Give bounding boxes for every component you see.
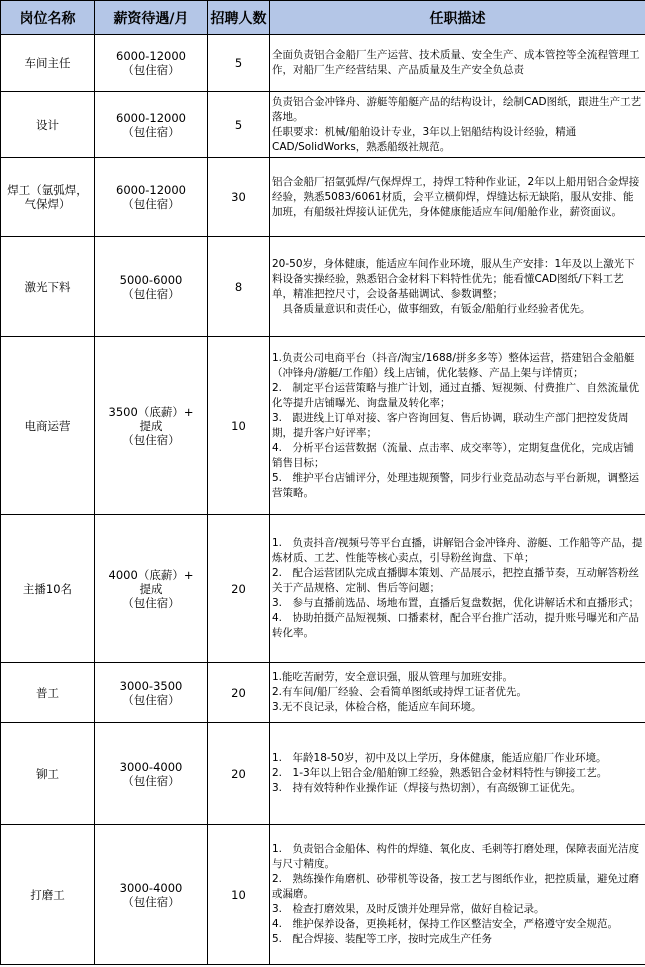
description-line: 1. 年龄18-50岁，初中及以上学历，身体健康，能适应船厂作业环境。	[272, 752, 607, 764]
salary-cell	[95, 825, 208, 965]
description-cell	[270, 35, 645, 92]
position-cell: 设计	[1, 92, 95, 158]
salary-cell	[95, 515, 208, 663]
description-line: 全面负责铝合金船厂生产运营、技术质量、安全生产、成本管控等全流程管理工作，对船厂生产经营结果、产品质量及生产安全负总责	[272, 49, 640, 76]
description-line: 3. 跟进线上订单对接、客户咨询回复、售后协调，联动生产部门把控发货周期，提升客户好评率；	[272, 411, 629, 439]
description-line: 3. 检查打磨效果，及时反馈并处理异常，做好自检记录。	[272, 903, 545, 915]
header-salary: 薪资待遇/月	[95, 1, 208, 35]
description-line: 1. 负责抖音/视频号等平台直播，讲解铝合金冲锋舟、游艇、工作船等产品，提炼材质、工艺、性能等核心卖点，引导粉丝询盘、下单；	[272, 537, 643, 564]
header-description: 任职描述	[270, 1, 645, 35]
position-cell: 普工	[1, 663, 95, 723]
description-cell	[270, 723, 645, 825]
salary-line: （包住宿）	[122, 894, 180, 909]
salary-line: 6000-12000	[116, 183, 186, 197]
salary-cell	[95, 663, 208, 723]
salary-line: 3500（底薪）+	[108, 404, 194, 419]
salary-line: 3000-4000	[119, 880, 183, 895]
description-cell	[270, 663, 645, 723]
description-line: 2. 1-3年以上铝合金/船舶铆工经验，熟悉铝合金材料特性与铆接工艺。	[272, 767, 608, 779]
salary-line: 4000（底薪）+	[108, 567, 194, 582]
salary-cell	[95, 237, 208, 337]
salary-line: （包住宿）	[122, 595, 180, 610]
table-row	[1, 158, 645, 237]
headcount-cell: 20	[208, 663, 270, 723]
headcount-cell: 30	[208, 158, 270, 237]
headcount-cell: 5	[208, 92, 270, 158]
description-line: 3. 持有效特种作业操作证（焊接与热切割），有高级铆工证优先。	[272, 782, 582, 794]
description-line: 铝合金船厂招氩弧焊/气保焊焊工，持焊工特种作业证，2年以上船用铝合金焊接经验，熟悉5083/6061材质，会平立横仰焊，焊缝达标无缺陷，服从安排、能加班，有船级社焊接认证优先，身体健康能适应车间/船舱作业，薪资面议。	[272, 175, 640, 218]
table-row	[1, 92, 645, 158]
description-line: 1.能吃苦耐劳，安全意识强，服从管理与加班安排。	[272, 671, 514, 683]
description-cell	[270, 515, 645, 663]
table-row	[1, 337, 645, 515]
salary-line: （包住宿）	[122, 692, 180, 707]
table-row	[1, 35, 645, 92]
position-cell: 焊工（氩弧焊，气保焊）	[1, 158, 95, 237]
description-line: 3.无不良记录，体检合格，能适应车间环境。	[272, 701, 482, 713]
description-line: 2. 制定平台运营策略与推广计划，通过直播、短视频、付费推广、自然流量优化等提升店铺曝光、询盘量及转化率；	[272, 381, 640, 409]
description-line: 负责铝合金冲锋舟、游艇等船艇产品的结构设计，绘制CAD图纸，跟进生产工艺落地。	[272, 95, 642, 123]
description-line: 4. 分析平台运营数据（流量、点击率、成交率等），定期复盘优化，完成店铺销售目标；	[272, 441, 634, 469]
description-cell	[270, 237, 645, 337]
description-cell	[270, 92, 645, 158]
description-line: 1.负责公司电商平台（抖音/淘宝/1688/拼多多等）整体运营，搭建铝合金船艇（冲锋舟/游艇/工作船）线上店铺，优化装修、产品上架与详情页；	[272, 351, 635, 379]
position-cell: 铆工	[1, 723, 95, 825]
salary-line: （包住宿）	[122, 286, 180, 301]
salary-line: （包住宿）	[122, 63, 180, 77]
description-line: 具备质量意识和责任心，做事细致，有钣金/船舶行业经验者优先。	[272, 302, 591, 315]
description-line: 5. 配合焊接、装配等工序，按时完成生产任务	[272, 933, 493, 945]
description-cell	[270, 337, 645, 515]
salary-line: 5000-6000	[119, 272, 183, 287]
description-line: 4. 维护保养设备，更换耗材，保持工作区整洁安全，严格遵守安全规范。	[272, 918, 619, 930]
position-cell: 主播10名	[1, 515, 95, 663]
table-row	[1, 663, 645, 723]
salary-cell	[95, 723, 208, 825]
description-line: 2. 熟练操作角磨机、砂带机等设备，按工艺与图纸作业，把控质量，避免过磨或漏磨。	[272, 873, 640, 900]
header-row	[1, 1, 645, 35]
headcount-cell: 5	[208, 35, 270, 92]
description-line: 2. 配合运营团队完成直播脚本策划、产品展示，把控直播节奏，互动解答粉丝关于产品规格、定制、售后等问题；	[272, 567, 640, 594]
salary-line: （包住宿）	[122, 124, 180, 139]
position-cell: 打磨工	[1, 825, 95, 965]
description-line: 3. 参与直播前选品、场地布置，直播后复盘数据，优化讲解话术和直播形式；	[272, 597, 640, 609]
description-line: 20-50岁，身体健康，能适应车间作业环境，服从生产安排：1年及以上激光下料设备实操经验，熟悉铝合金材料下料特性优先；能看懂CAD图纸/下料工艺单，精准把控尺寸，会设备基础调试、参数调整；	[272, 257, 635, 300]
salary-line: 6000-12000	[116, 110, 186, 125]
salary-line: 提成	[139, 581, 163, 596]
headcount-cell: 20	[208, 515, 270, 663]
salary-line: 3000-3500	[119, 678, 183, 693]
salary-line: （包住宿）	[122, 773, 180, 788]
header-count: 招聘人数	[208, 1, 270, 35]
description-cell	[270, 158, 645, 237]
salary-cell	[95, 337, 208, 515]
table-row	[1, 723, 645, 825]
salary-line: （包住宿）	[122, 432, 180, 447]
headcount-cell: 8	[208, 237, 270, 337]
position-cell: 电商运营	[1, 337, 95, 515]
header-position: 岗位名称	[1, 1, 95, 35]
salary-line: （包住宿）	[122, 197, 180, 211]
headcount-cell: 10	[208, 337, 270, 515]
position-cell: 激光下料	[1, 237, 95, 337]
description-line: 1. 负责铝合金船体、构件的焊缝、氧化皮、毛刺等打磨处理，保障表面光洁度与尺寸精度。	[272, 843, 640, 870]
description-cell	[270, 825, 645, 965]
headcount-cell: 10	[208, 825, 270, 965]
table-row	[1, 825, 645, 965]
salary-line: 6000-12000	[116, 49, 186, 63]
salary-line: 3000-4000	[119, 759, 183, 774]
table-row	[1, 515, 645, 663]
description-line: 5. 维护平台店铺评分，处理违规预警，同步行业竞品动态与平台新规，调整运营策略。	[272, 471, 640, 499]
salary-cell	[95, 92, 208, 158]
salary-line: 提成	[139, 418, 163, 433]
salary-cell	[95, 158, 208, 237]
description-line: 任职要求：机械/船舶设计专业，3年以上铝船结构设计经验，精通CAD/SolidWorks，熟悉船级社规范。	[272, 125, 577, 153]
description-line: 4. 协助拍摄产品短视频、口播素材，配合平台推广活动，提升账号曝光和产品转化率。	[272, 612, 640, 639]
salary-cell	[95, 35, 208, 92]
table-row	[1, 237, 645, 337]
headcount-cell: 20	[208, 723, 270, 825]
description-line: 2.有车间/船厂经验、会看简单图纸或持焊工证者优先。	[272, 686, 528, 698]
table-body	[1, 35, 645, 965]
position-cell: 车间主任	[1, 35, 95, 92]
